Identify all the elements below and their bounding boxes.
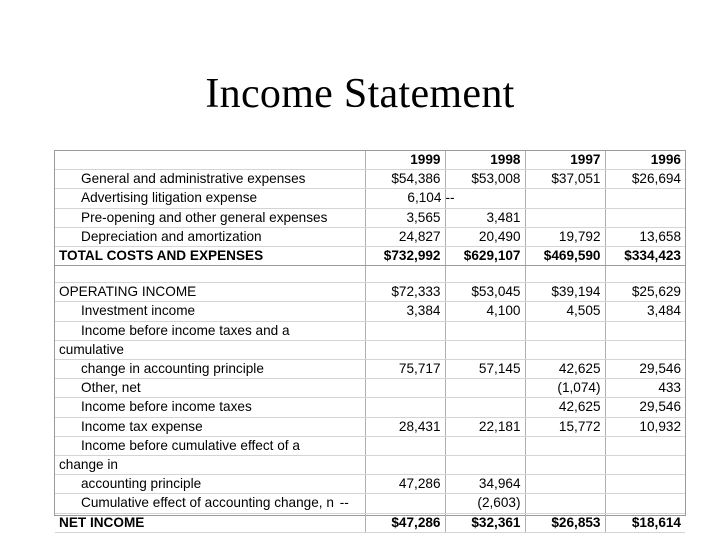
value-cell: $54,386: [365, 170, 445, 189]
row-label: OPERATING INCOME: [55, 283, 365, 302]
table-row: [55, 494, 685, 513]
value-cell: 3,481: [445, 208, 525, 227]
value-text: 6,104: [407, 190, 442, 206]
header-year-1996: 1996: [605, 151, 685, 170]
value-cell: [605, 436, 685, 455]
row-label: General and administrative expenses: [55, 170, 365, 189]
spacer-row: [55, 266, 685, 283]
spacer-cell: [55, 266, 365, 283]
value-cell: [445, 456, 525, 475]
row-label: accounting principle: [55, 475, 365, 494]
row-label: Depreciation and amortization: [55, 227, 365, 246]
value-cell: (2,603): [445, 494, 525, 513]
row-label: [55, 494, 365, 513]
value-cell: $32,361: [445, 513, 525, 532]
value-cell: 75,717: [365, 360, 445, 379]
value-cell: [445, 340, 525, 359]
value-cell: [365, 189, 455, 208]
value-cell: $37,051: [525, 170, 605, 189]
value-cell: $334,423: [605, 247, 685, 266]
value-cell: [605, 456, 685, 475]
value-cell: $53,008: [445, 170, 525, 189]
value-cell: [365, 379, 445, 398]
value-cell: $18,614: [605, 513, 685, 532]
spacer-cell: [525, 266, 605, 283]
header-row: [55, 151, 685, 170]
header-year-1998: 1998: [445, 151, 525, 170]
value-cell: [365, 494, 445, 513]
value-cell: [605, 321, 685, 340]
spacer-cell: [445, 266, 525, 283]
value-cell: 10,932: [605, 417, 685, 436]
value-cell: 57,145: [445, 360, 525, 379]
row-label: Advertising litigation expense: [55, 189, 365, 208]
value-cell: [605, 208, 685, 227]
value-cell: 13,658: [605, 227, 685, 246]
value-cell: [445, 321, 525, 340]
row-label: TOTAL COSTS AND EXPENSES: [55, 247, 365, 266]
table-row: [55, 456, 685, 475]
table-row: [55, 302, 685, 321]
value-cell: $53,045: [445, 283, 525, 302]
row-label: NET INCOME: [55, 513, 365, 532]
row-label-text: Cumulative effect of accounting change, n: [81, 495, 334, 511]
value-cell: 3,384: [365, 302, 445, 321]
spacer-cell: [605, 266, 685, 283]
table-row: [55, 189, 685, 208]
value-cell: 4,100: [445, 302, 525, 321]
value-cell: [365, 398, 445, 417]
value-cell: [605, 340, 685, 359]
table-row: [55, 208, 685, 227]
header-label-cell: [55, 151, 365, 170]
value-cell: 19,792: [525, 227, 605, 246]
value-cell: 34,964: [445, 475, 525, 494]
value-cell: $39,194: [525, 283, 605, 302]
value-cell: [525, 340, 605, 359]
income-statement-table: [54, 150, 686, 530]
row-label: Income tax expense: [55, 417, 365, 436]
table-row-operating-income: [55, 283, 685, 302]
value-cell: 29,546: [605, 398, 685, 417]
table-row-net-income: [55, 513, 685, 532]
dash-mark: --: [445, 190, 455, 206]
value-cell: [365, 456, 445, 475]
value-cell: [605, 475, 685, 494]
value-cell: $72,333: [365, 283, 445, 302]
value-cell: 22,181: [445, 417, 525, 436]
value-cell: [525, 189, 605, 208]
table-row: [55, 398, 685, 417]
value-cell: $26,853: [525, 513, 605, 532]
table-row: [55, 379, 685, 398]
value-cell: [525, 494, 605, 513]
value-cell: 3,484: [605, 302, 685, 321]
row-label: Income before income taxes and a: [55, 321, 365, 340]
value-cell: 20,490: [445, 227, 525, 246]
value-cell: (1,074): [525, 379, 605, 398]
value-cell: [365, 321, 445, 340]
value-cell: 47,286: [365, 475, 445, 494]
value-cell: [445, 436, 525, 455]
value-cell: [525, 208, 605, 227]
header-year-1999: 1999: [365, 151, 445, 170]
table-row: [55, 436, 685, 455]
table-row: [55, 360, 685, 379]
slide-title: Income Statement: [205, 71, 515, 117]
value-cell: 4,505: [525, 302, 605, 321]
value-cell: 3,565: [365, 208, 445, 227]
value-cell: [525, 456, 605, 475]
table-row: [55, 170, 685, 189]
row-label: change in: [55, 456, 365, 475]
spacer-cell: [365, 266, 445, 283]
value-cell: $26,694: [605, 170, 685, 189]
value-cell: $25,629: [605, 283, 685, 302]
row-label: Other, net: [55, 379, 365, 398]
header-year-1997: 1997: [525, 151, 605, 170]
value-cell: [365, 340, 445, 359]
value-cell: 42,625: [525, 398, 605, 417]
value-cell: 42,625: [525, 360, 605, 379]
value-cell: [605, 494, 685, 513]
table-row: [55, 417, 685, 436]
value-cell: [445, 398, 525, 417]
value-cell: [445, 189, 525, 208]
value-cell: [525, 321, 605, 340]
dash-mark: --: [339, 495, 349, 511]
value-cell: 29,546: [605, 360, 685, 379]
value-cell: 15,772: [525, 417, 605, 436]
value-cell: $629,107: [445, 247, 525, 266]
row-label: Income before income taxes: [55, 398, 365, 417]
row-label: Pre-opening and other general expenses: [55, 208, 365, 227]
table-row: [55, 227, 685, 246]
value-cell: 433: [605, 379, 685, 398]
value-cell: [605, 189, 685, 208]
row-label: cumulative: [55, 340, 365, 359]
value-cell: [365, 436, 445, 455]
value-cell: $732,992: [365, 247, 445, 266]
row-label: change in accounting principle: [55, 360, 365, 379]
row-label: Income before cumulative effect of a: [55, 436, 365, 455]
table-row: [55, 321, 685, 340]
table-row: [55, 475, 685, 494]
value-cell: $469,590: [525, 247, 605, 266]
value-cell: $47,286: [365, 513, 445, 532]
value-cell: [525, 475, 605, 494]
table-row: [55, 340, 685, 359]
row-label: Investment income: [55, 302, 365, 321]
value-cell: [445, 379, 525, 398]
value-cell: 24,827: [365, 227, 445, 246]
value-cell: 28,431: [365, 417, 445, 436]
table-row-total-costs: [55, 247, 685, 266]
value-cell: [525, 436, 605, 455]
